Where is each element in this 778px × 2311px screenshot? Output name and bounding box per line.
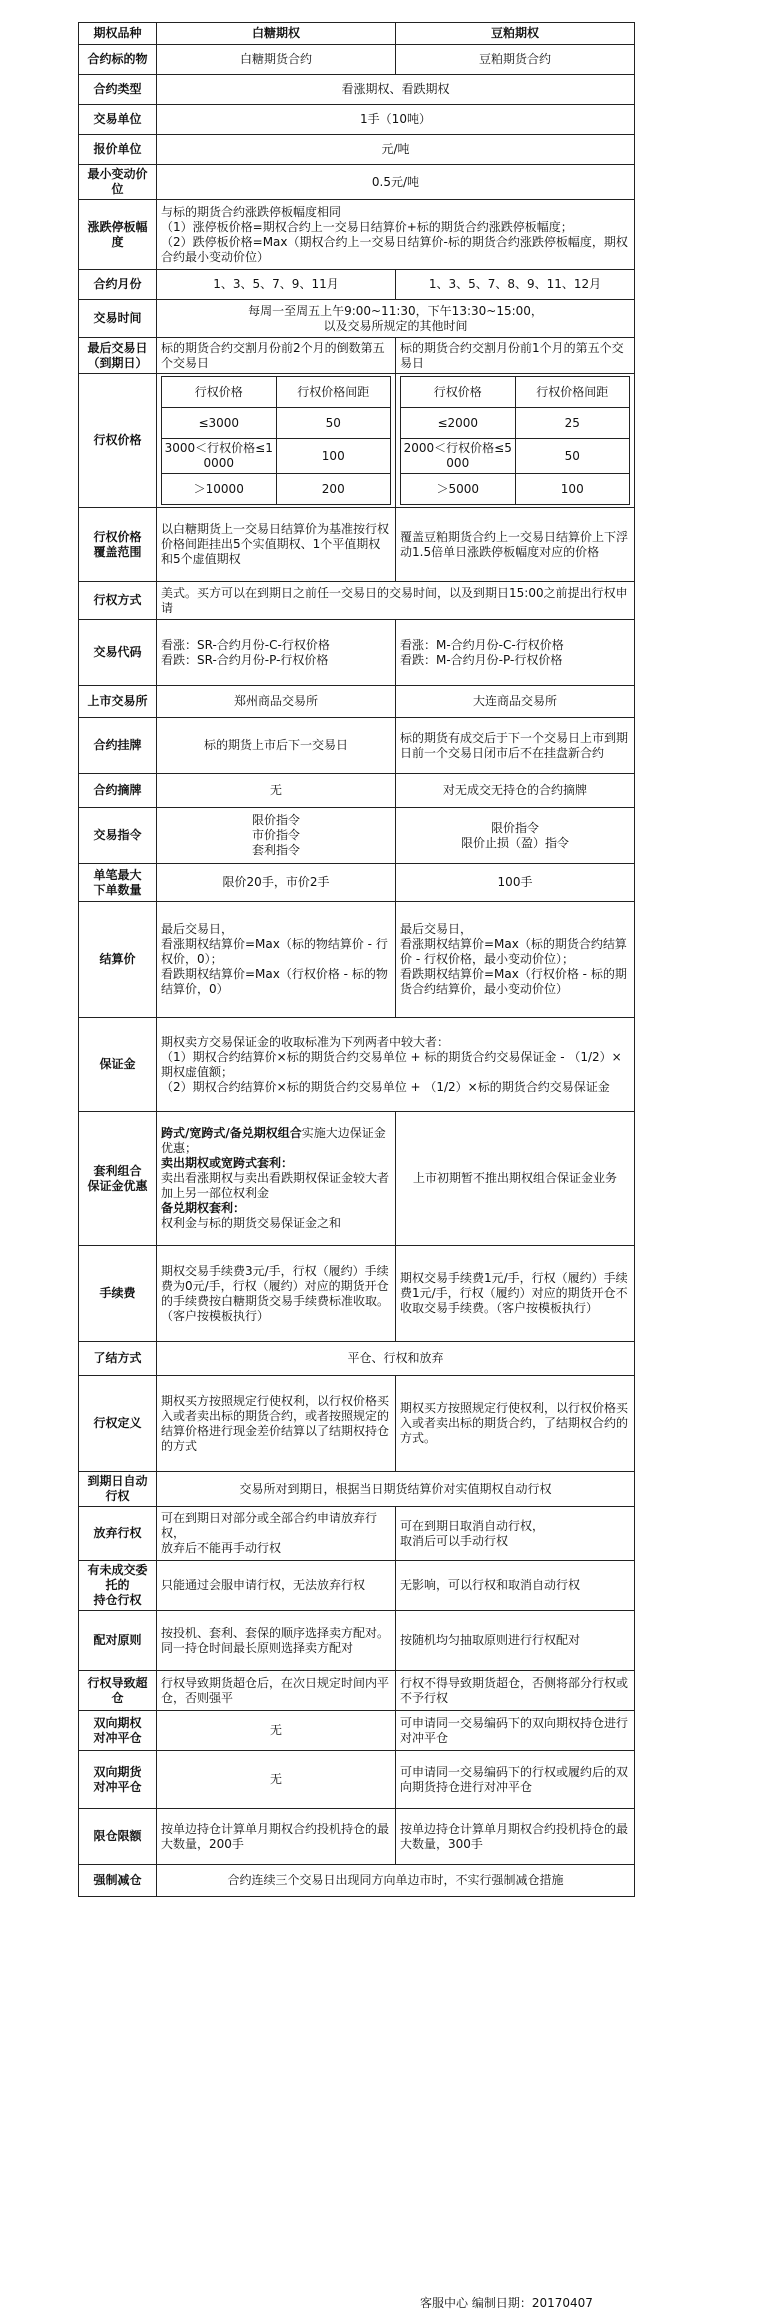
soymeal-value: 无影响，可以行权和取消自动行权: [396, 1561, 635, 1611]
shared-value: 交易所对到期日，根据当日期货结算价对实值期权自动行权: [157, 1472, 635, 1507]
header-sugar: 白糖期权: [157, 23, 396, 45]
row-label: 到期日自动行权: [79, 1472, 157, 1507]
row-label: 双向期权 对冲平仓: [79, 1711, 157, 1751]
sugar-value: 郑州商品交易所: [157, 686, 396, 718]
row-label: 最后交易日 （到期日）: [79, 338, 157, 374]
soymeal-value: 按随机均匀抽取原则进行行权配对: [396, 1611, 635, 1671]
row-label: 双向期货 对冲平仓: [79, 1751, 157, 1809]
sugar-value: 限价20手，市价2手: [157, 864, 396, 902]
strike-range: ≤2000: [401, 408, 516, 439]
row-label: 行权定义: [79, 1376, 157, 1472]
strike-range: 2000＜行权价格≤5000: [401, 439, 516, 474]
combo-title-2: 卖出期权或宽跨式套利：: [161, 1156, 294, 1170]
row-coverage: [79, 508, 635, 582]
shared-value: 每周一至周五上午9:00~11:30，下午13:30~15:00， 以及交易所规定的其他时间: [157, 300, 635, 338]
soymeal-value: 可申请同一交易编码下的行权或履约后的双向期货持仓进行对冲平仓: [396, 1751, 635, 1809]
strike-range: ≤3000: [162, 408, 277, 439]
row-label: 最小变动价位: [79, 165, 157, 200]
row-label: 行权价格 覆盖范围: [79, 508, 157, 582]
soymeal-strike-table: [396, 374, 635, 508]
header-soymeal: 豆粕期权: [396, 23, 635, 45]
combo-title-1: 跨式/宽跨式/备兑期权组合: [161, 1126, 302, 1140]
row-label: 放弃行权: [79, 1507, 157, 1561]
row-label: 报价单位: [79, 135, 157, 165]
sugar-value: 无: [157, 1751, 396, 1809]
row-label: 合约月份: [79, 270, 157, 300]
soymeal-value: 期权买方按照规定行使权利，以行权价格买入或者卖出标的期货合约，了结期权合约的方式。: [396, 1376, 635, 1472]
row-label: 行权价格: [79, 374, 157, 508]
soymeal-value: 行权不得导致期货超仓，否侧将部分行权或不予行权: [396, 1671, 635, 1711]
row-underlying: [79, 45, 635, 75]
row-auto: [79, 1472, 635, 1507]
row-bioption: [79, 1711, 635, 1751]
row-label: 单笔最大 下单数量: [79, 864, 157, 902]
row-label: 行权导致超仓: [79, 1671, 157, 1711]
row-label: 配对原则: [79, 1611, 157, 1671]
row-label: 交易指令: [79, 808, 157, 864]
strike-interval: 200: [276, 474, 391, 505]
soymeal-value: 期权交易手续费1元/手，行权（履约）手续费1元/手，行权（履约）对应的期货开仓不收取交易手续费。（客户按模板执行）: [396, 1246, 635, 1342]
sugar-value: 期权交易手续费3元/手，行权（履约）手续费为0元/手，行权（履约）对应的期货开仓的手续费按白糖期货交易手续费标准收取。（客户按模板执行）: [157, 1246, 396, 1342]
row-label: 合约挂牌: [79, 718, 157, 774]
row-label: 交易单位: [79, 105, 157, 135]
row-label: 合约类型: [79, 75, 157, 105]
row-poslimit: [79, 1809, 635, 1865]
strike-interval: 25: [515, 408, 630, 439]
row-tick: [79, 165, 635, 200]
shared-value: 元/吨: [157, 135, 635, 165]
row-quote: [79, 135, 635, 165]
interval-header: 行权价格间距: [276, 377, 391, 408]
soymeal-value: 上市初期暂不推出期权组合保证金业务: [396, 1112, 635, 1246]
combo-text-3: 权利金与标的期货交易保证金之和: [161, 1216, 342, 1230]
soymeal-value: 按单边持仓计算单月期权合约投机持仓的最大数量，300手: [396, 1809, 635, 1865]
table-header-row: [79, 23, 635, 45]
shared-value: 期权卖方交易保证金的收取标准为下列两者中较大者： （1）期权合约结算价×标的期货合约交易单位 + 标的期货合约交易保证金 - （1/2）×期权虚值额； （2）期权合约结算价×标的期货合约交易单位 + （1/2）×标的期货合约交易保证金: [157, 1018, 635, 1112]
row-label: 结算价: [79, 902, 157, 1018]
shared-value: 0.5元/吨: [157, 165, 635, 200]
row-label: 合约摘牌: [79, 774, 157, 808]
shared-value: 1手（10吨）: [157, 105, 635, 135]
sugar-value: 白糖期货合约: [157, 45, 396, 75]
sugar-value: 标的期货合约交割月份前2个月的倒数第五个交易日: [157, 338, 396, 374]
row-exercise: [79, 582, 635, 620]
row-exchange: [79, 686, 635, 718]
row-fee: [79, 1246, 635, 1342]
sugar-value: 标的期货上市后下一交易日: [157, 718, 396, 774]
row-orders: [79, 808, 635, 864]
combo-title-3: 备兑期权套利：: [161, 1201, 246, 1215]
shared-value: 看涨期权、看跌期权: [157, 75, 635, 105]
sugar-strike-table: [157, 374, 396, 508]
soymeal-value: 标的期货合约交割月份前1个月的第五个交易日: [396, 338, 635, 374]
header-label: 期权品种: [79, 23, 157, 45]
row-label: 交易代码: [79, 620, 157, 686]
interval-header: 行权价格间距: [515, 377, 630, 408]
row-combo: [79, 1112, 635, 1246]
row-label: 强制减仓: [79, 1865, 157, 1897]
combo-text-2: 卖出看涨期权与卖出看跌期权保证金较大者加上另一部位权利金: [161, 1171, 390, 1200]
row-abandon: [79, 1507, 635, 1561]
row-pending: [79, 1561, 635, 1611]
soymeal-value: 可申请同一交易编码下的双向期权持仓进行对冲平仓: [396, 1711, 635, 1751]
row-delisting: [79, 774, 635, 808]
shared-value: 与标的期货合约涨跌停板幅度相同 （1）涨停板价格=期权合约上一交易日结算价+标的期货合约涨跌停板幅度； （2）跌停板价格=Max（期权合约上一交易日结算价-标的期货合约涨跌停板幅度，期权合约最小变动价位）: [157, 200, 635, 270]
combo-text-1: 实施大边保证金优惠；: [161, 1126, 386, 1155]
sugar-value: 可在到期日对部分或全部合约申请放弃行权， 放弃后不能再手动行权: [157, 1507, 396, 1561]
row-close: [79, 1342, 635, 1376]
strike-header: 行权价格: [162, 377, 277, 408]
soymeal-value: 覆盖豆粕期货合约上一交易日结算价上下浮动1.5倍单日涨跌停板幅度对应的价格: [396, 508, 635, 582]
sugar-value: 只能通过会服申请行权，无法放弃行权: [157, 1561, 396, 1611]
soymeal-value: 看涨：M-合约月份-C-行权价格 看跌：M-合约月份-P-行权价格: [396, 620, 635, 686]
shared-value: 美式。买方可以在到期日之前任一交易日的交易时间，以及到期日15:00之前提出行权申请: [157, 582, 635, 620]
sugar-value: 限价指令 市价指令 套利指令: [157, 808, 396, 864]
strike-range: ＞5000: [401, 474, 516, 505]
strike-interval: 100: [515, 474, 630, 505]
row-settle: [79, 902, 635, 1018]
row-label: 了结方式: [79, 1342, 157, 1376]
sugar-value: 无: [157, 774, 396, 808]
row-label: 保证金: [79, 1018, 157, 1112]
row-maxorder: [79, 864, 635, 902]
row-months: [79, 270, 635, 300]
row-label: 上市交易所: [79, 686, 157, 718]
soymeal-value: 1、3、5、7、8、9、11、12月: [396, 270, 635, 300]
strike-interval: 100: [276, 439, 391, 474]
sugar-value: 1、3、5、7、9、11月: [157, 270, 396, 300]
row-label: 有未成交委托的 持仓行权: [79, 1561, 157, 1611]
strike-range: ＞10000: [162, 474, 277, 505]
row-code: [79, 620, 635, 686]
row-label: 涨跌停板幅度: [79, 200, 157, 270]
row-label: 手续费: [79, 1246, 157, 1342]
sugar-value: 最后交易日， 看涨期权结算价=Max（标的物结算价 - 行权价，0）； 看跌期权结算价=Max（行权价格 - 标的物结算价，0）: [157, 902, 396, 1018]
row-unit: [79, 105, 635, 135]
soymeal-value: 最后交易日， 看涨期权结算价=Max（标的期货合约结算价 - 行权价格，最小变动价位）； 看跌期权结算价=Max（行权价格 - 标的期货合约结算价，最小变动价位）: [396, 902, 635, 1018]
strike-range: 3000＜行权价格≤10000: [162, 439, 277, 474]
footer-note: 客服中心 编制日期：20170407: [420, 2296, 593, 2310]
row-limit: [79, 200, 635, 270]
sugar-value: 行权导致期货超仓后，在次日规定时间内平仓，否则强平: [157, 1671, 396, 1711]
row-strike: [79, 374, 635, 508]
row-overpos: [79, 1671, 635, 1711]
soymeal-value: 可在到期日取消自动行权， 取消后可以手动行权: [396, 1507, 635, 1561]
row-margin: [79, 1018, 635, 1112]
options-spec-table: [78, 22, 635, 1897]
soymeal-value: 标的期货有成交后于下一个交易日上市到期日前一个交易日闭市后不在挂盘新合约: [396, 718, 635, 774]
row-label: 交易时间: [79, 300, 157, 338]
row-label: 合约标的物: [79, 45, 157, 75]
row-lastday: [79, 338, 635, 374]
row-forced: [79, 1865, 635, 1897]
row-label: 限仓限额: [79, 1809, 157, 1865]
sugar-value: 无: [157, 1711, 396, 1751]
soymeal-value: 100手: [396, 864, 635, 902]
row-definition: [79, 1376, 635, 1472]
soymeal-value: 对无成交无持仓的合约摘牌: [396, 774, 635, 808]
shared-value: 合约连续三个交易日出现同方向单边市时，不实行强制减仓措施: [157, 1865, 635, 1897]
sugar-value: [157, 1112, 396, 1246]
row-matching: [79, 1611, 635, 1671]
row-label: 行权方式: [79, 582, 157, 620]
shared-value: 平仓、行权和放弃: [157, 1342, 635, 1376]
row-bifut: [79, 1751, 635, 1809]
row-hours: [79, 300, 635, 338]
row-label: 套利组合 保证金优惠: [79, 1112, 157, 1246]
soymeal-value: 豆粕期货合约: [396, 45, 635, 75]
strike-interval: 50: [515, 439, 630, 474]
row-listing: [79, 718, 635, 774]
row-type: [79, 75, 635, 105]
soymeal-value: 限价指令 限价止损（盈）指令: [396, 808, 635, 864]
sugar-value: 按单边持仓计算单月期权合约投机持仓的最大数量，200手: [157, 1809, 396, 1865]
sugar-value: 期权买方按照规定行使权利，以行权价格买入或者卖出标的期货合约，或者按照规定的结算价格进行现金差价结算以了结期权持仓的方式: [157, 1376, 396, 1472]
soymeal-value: 大连商品交易所: [396, 686, 635, 718]
sugar-value: 按投机、套利、套保的顺序选择卖方配对。同一持仓时间最长原则选择卖方配对: [157, 1611, 396, 1671]
sugar-value: 看涨：SR-合约月份-C-行权价格 看跌：SR-合约月份-P-行权价格: [157, 620, 396, 686]
sugar-value: 以白糖期货上一交易日结算价为基准按行权价格间距挂出5个实值期权、1个平值期权和5个虚值期权: [157, 508, 396, 582]
strike-header: 行权价格: [401, 377, 516, 408]
strike-interval: 50: [276, 408, 391, 439]
